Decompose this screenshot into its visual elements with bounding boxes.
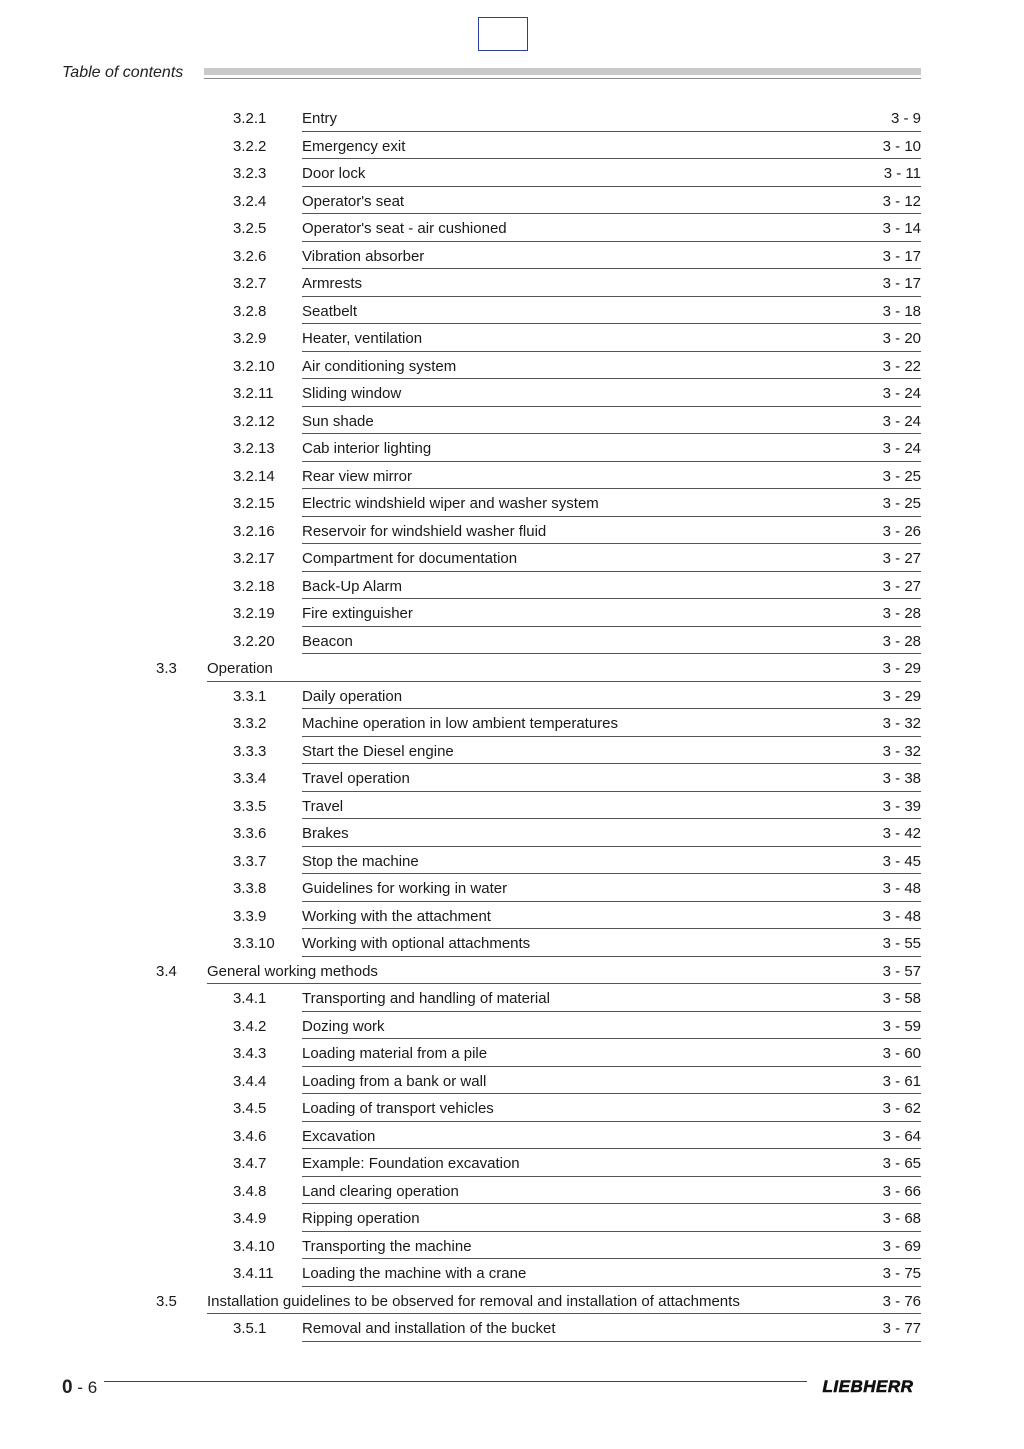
logo-text: LIEBHERR [822, 1377, 914, 1396]
toc-entry-number: 3.4.6 [233, 1127, 267, 1145]
toc-entry-number: 3.2.5 [233, 220, 267, 237]
toc-entry-row[interactable] [0, 105, 1024, 133]
toc-entry-rule [302, 1038, 921, 1039]
toc-entry-page: 3 - 10 [882, 137, 921, 155]
toc-entry-rule [302, 543, 921, 544]
toc-entry-row[interactable] [0, 298, 1024, 326]
toc-entry-rule [302, 1258, 921, 1259]
toc-entry-page: 3 - 24 [882, 385, 921, 402]
toc-entry-title: Loading of transport vehicles [302, 1100, 494, 1117]
toc-entry-number: 3.3.7 [233, 852, 267, 870]
toc-entry-rule [302, 571, 921, 572]
toc-entry-title: Excavation [302, 1127, 376, 1145]
toc-entry-rule [302, 846, 921, 847]
toc-entry-title: Operator's seat - air cushioned [302, 220, 507, 237]
toc-entry-number: 3.2.6 [233, 247, 267, 265]
toc-entry-number: 3.3.9 [233, 907, 267, 925]
toc-entry-rule [207, 1313, 921, 1314]
toc-entry-page: 3 - 76 [882, 1292, 921, 1310]
toc-entry-title: Example: Foundation excavation [302, 1155, 520, 1172]
toc-entry-row[interactable] [0, 1123, 1024, 1151]
page-title: Table of contents [62, 64, 184, 81]
toc-entry-rule [302, 241, 921, 242]
toc-entry-rule [302, 213, 921, 214]
page-number-value: 6 [87, 1378, 98, 1397]
toc-entry-title: Fire extinguisher [302, 605, 413, 622]
toc-entry-rule [302, 736, 921, 737]
toc-entry-page: 3 - 20 [882, 330, 921, 347]
toc-entry-page: 3 - 22 [882, 357, 921, 375]
toc-entry-row[interactable] [0, 1068, 1024, 1096]
toc-entry-row[interactable] [0, 903, 1024, 931]
toc-entry-title: Armrests [302, 275, 362, 292]
toc-entry-page: 3 - 12 [882, 192, 921, 210]
toc-entry-title: Guidelines for working in water [302, 880, 508, 897]
toc-entry-page: 3 - 68 [882, 1210, 921, 1227]
toc-entry-title: Reservoir for windshield washer fluid [302, 522, 547, 540]
toc-entry-row[interactable] [0, 1013, 1024, 1041]
toc-entry-title: Sliding window [302, 385, 402, 402]
toc-entry-page: 3 - 69 [882, 1237, 921, 1255]
toc-section-row[interactable] [0, 655, 1024, 683]
toc-entry-number: 3.3.1 [233, 687, 267, 705]
toc-entry-number: 3.2.19 [233, 605, 275, 622]
toc-entry-title: Travel [302, 797, 344, 815]
toc-entry-number: 3.4.7 [233, 1155, 267, 1172]
toc-entry-row[interactable] [0, 1178, 1024, 1206]
toc-entry-page: 3 - 25 [882, 467, 921, 485]
toc-entry-title: Rear view mirror [302, 467, 413, 485]
toc-entry-row[interactable] [0, 1150, 1024, 1178]
toc-entry-number: 3.2.4 [233, 192, 267, 210]
toc-entry-row[interactable] [0, 793, 1024, 821]
toc-entry-row[interactable] [0, 875, 1024, 903]
toc-entry-rule [302, 158, 921, 159]
toc-entry-rule [302, 1121, 921, 1122]
toc-entry-number: 3.2.1 [233, 110, 267, 127]
toc-entry-page: 3 - 64 [882, 1127, 921, 1145]
liebherr-logo [815, 1376, 921, 1396]
toc-entry-page: 3 - 28 [882, 605, 921, 622]
toc-entry-number: 3.4.9 [233, 1210, 267, 1227]
toc-entry-number: 3.4.4 [233, 1072, 267, 1090]
toc-entry-rule [302, 1011, 921, 1012]
toc-section-row[interactable] [0, 958, 1024, 986]
toc-list [0, 105, 1024, 1343]
toc-entry-page: 3 - 60 [882, 1045, 921, 1062]
toc-entry-title: Transporting the machine [302, 1237, 472, 1255]
toc-entry-title: Cab interior lighting [302, 440, 432, 457]
toc-entry-page: 3 - 42 [882, 825, 921, 842]
toc-entry-rule [302, 323, 921, 324]
toc-entry-title: Loading from a bank or wall [302, 1072, 487, 1090]
toc-entry-rule [207, 681, 921, 682]
toc-entry-title: Dozing work [302, 1017, 385, 1035]
toc-entry-rule [302, 598, 921, 599]
toc-entry-title: Installation guidelines to be observed for removal and installation of attachments [207, 1292, 740, 1310]
toc-entry-title: Working with the attachment [302, 907, 491, 925]
toc-entry-rule [302, 461, 921, 462]
toc-entry-rule [302, 516, 921, 517]
toc-entry-page: 3 - 65 [882, 1155, 921, 1172]
toc-entry-rule [302, 351, 921, 352]
toc-entry-page: 3 - 25 [882, 495, 921, 512]
toc-entry-rule [302, 873, 921, 874]
header-rule-thin [204, 78, 921, 79]
toc-entry-page: 3 - 14 [882, 220, 921, 237]
toc-entry-page: 3 - 39 [882, 797, 921, 815]
toc-entry-page: 3 - 17 [882, 275, 921, 292]
toc-entry-row[interactable] [0, 243, 1024, 271]
toc-entry-title: Ripping operation [302, 1210, 420, 1227]
toc-entry-title: Removal and installation of the bucket [302, 1320, 556, 1337]
toc-entry-title: Electric windshield wiper and washer system [302, 495, 599, 512]
chapter-number: 0 [62, 1377, 73, 1398]
toc-entry-rule [302, 433, 921, 434]
toc-entry-page: 3 - 59 [882, 1017, 921, 1035]
toc-entry-title: Start the Diesel engine [302, 742, 454, 760]
toc-entry-page: 3 - 24 [882, 412, 921, 430]
toc-entry-number: 3.4.8 [233, 1182, 267, 1200]
toc-entry-page: 3 - 58 [882, 990, 921, 1007]
page-marker-box [478, 17, 528, 51]
toc-entry-row[interactable] [0, 270, 1024, 298]
toc-entry-title: Daily operation [302, 687, 403, 705]
toc-entry-rule [302, 1093, 921, 1094]
toc-entry-title: General working methods [207, 962, 378, 980]
toc-entry-page: 3 - 77 [882, 1320, 921, 1337]
toc-entry-page: 3 - 38 [882, 770, 921, 787]
toc-entry-page: 3 - 27 [882, 550, 921, 567]
toc-entry-page: 3 - 26 [882, 522, 921, 540]
toc-entry-number: 3.2.8 [233, 302, 267, 320]
toc-entry-title: Operation [207, 660, 273, 677]
toc-entry-rule [302, 1066, 921, 1067]
toc-entry-title: Transporting and handling of material [302, 990, 550, 1007]
toc-entry-row[interactable] [0, 1205, 1024, 1233]
toc-entry-rule [302, 626, 921, 627]
page-number-separator: - [72, 1378, 88, 1397]
toc-entry-number: 3.2.13 [233, 440, 275, 457]
toc-entry-title: Loading material from a pile [302, 1045, 488, 1062]
toc-entry-page: 3 - 17 [882, 247, 921, 265]
toc-entry-page: 3 - 48 [882, 907, 921, 925]
toc-entry-row[interactable] [0, 380, 1024, 408]
toc-entry-title: Working with optional attachments [302, 935, 531, 952]
toc-entry-number: 3.2.14 [233, 467, 275, 485]
toc-entry-number: 3.3.8 [233, 880, 267, 897]
toc-entry-page: 3 - 27 [882, 577, 921, 595]
toc-entry-rule [302, 818, 921, 819]
toc-entry-rule [302, 1203, 921, 1204]
toc-entry-row[interactable] [0, 1233, 1024, 1261]
toc-entry-title: Stop the machine [302, 852, 419, 870]
toc-entry-row[interactable] [0, 1095, 1024, 1123]
toc-entry-page: 3 - 48 [882, 880, 921, 897]
toc-entry-row[interactable] [0, 848, 1024, 876]
toc-entry-title: Seatbelt [302, 302, 358, 320]
toc-entry-title: Door lock [302, 165, 366, 182]
toc-entry-number: 3.3.3 [233, 742, 267, 760]
toc-entry-rule [302, 928, 921, 929]
toc-entry-number: 3.2.15 [233, 495, 275, 512]
toc-entry-title: Land clearing operation [302, 1182, 459, 1200]
toc-entry-title: Vibration absorber [302, 247, 425, 265]
toc-entry-number: 3.3.4 [233, 770, 267, 787]
toc-entry-row[interactable] [0, 738, 1024, 766]
toc-entry-number: 3.2.2 [233, 137, 267, 155]
toc-entry-number: 3.2.10 [233, 357, 275, 375]
toc-entry-rule [302, 901, 921, 902]
toc-entry-row[interactable] [0, 1260, 1024, 1288]
toc-entry-number: 3.3.2 [233, 715, 267, 732]
toc-entry-number: 3.5 [156, 1292, 177, 1310]
toc-entry-rule [302, 186, 921, 187]
toc-entry-row[interactable] [0, 463, 1024, 491]
toc-entry-title: Brakes [302, 825, 349, 842]
toc-entry-rule [302, 1286, 921, 1287]
toc-entry-number: 3.5.1 [233, 1320, 267, 1337]
toc-entry-number: 3.2.18 [233, 577, 275, 595]
toc-entry-rule [302, 1176, 921, 1177]
toc-entry-rule [302, 131, 921, 132]
toc-entry-row[interactable] [0, 573, 1024, 601]
toc-entry-number: 3.3 [156, 660, 177, 677]
toc-entry-row[interactable] [0, 628, 1024, 656]
toc-entry-rule [302, 1231, 921, 1232]
toc-entry-rule [302, 268, 921, 269]
toc-entry-number: 3.2.20 [233, 632, 275, 650]
toc-entry-page: 3 - 61 [882, 1072, 921, 1090]
toc-entry-title: Back-Up Alarm [302, 577, 403, 595]
toc-entry-row[interactable] [0, 435, 1024, 463]
toc-entry-page: 3 - 11 [883, 165, 921, 182]
toc-entry-rule [302, 708, 921, 709]
toc-entry-number: 3.2.3 [233, 165, 267, 182]
toc-entry-page: 3 - 75 [882, 1265, 921, 1282]
toc-entry-number: 3.2.7 [233, 275, 267, 292]
toc-entry-number: 3.2.16 [233, 522, 275, 540]
toc-entry-rule [302, 378, 921, 379]
toc-entry-page: 3 - 24 [882, 440, 921, 457]
toc-entry-title: Sun shade [302, 412, 374, 430]
toc-entry-row[interactable] [0, 490, 1024, 518]
toc-entry-number: 3.3.10 [233, 935, 275, 952]
toc-entry-page: 3 - 45 [882, 852, 921, 870]
toc-entry-row[interactable] [0, 820, 1024, 848]
toc-entry-row[interactable] [0, 600, 1024, 628]
toc-entry-page: 3 - 29 [882, 660, 921, 677]
toc-entry-row[interactable] [0, 1040, 1024, 1068]
toc-entry-page: 3 - 62 [882, 1100, 921, 1117]
toc-entry-row[interactable] [0, 1315, 1024, 1343]
toc-entry-row[interactable] [0, 985, 1024, 1013]
page-number [62, 1377, 97, 1399]
toc-entry-title: Loading the machine with a crane [302, 1265, 527, 1282]
toc-entry-rule [302, 653, 921, 654]
toc-entry-row[interactable] [0, 160, 1024, 188]
toc-entry-row[interactable] [0, 188, 1024, 216]
toc-section-row[interactable] [0, 1288, 1024, 1316]
toc-entry-title: Compartment for documentation [302, 550, 518, 567]
toc-entry-page: 3 - 32 [882, 742, 921, 760]
toc-entry-page: 3 - 28 [882, 632, 921, 650]
toc-entry-rule [302, 791, 921, 792]
toc-entry-row[interactable] [0, 325, 1024, 353]
toc-entry-row[interactable] [0, 408, 1024, 436]
toc-entry-number: 3.4.2 [233, 1017, 267, 1035]
toc-entry-rule [302, 1341, 921, 1342]
header-rule [204, 68, 921, 75]
toc-entry-row[interactable] [0, 545, 1024, 573]
toc-entry-row[interactable] [0, 710, 1024, 738]
toc-entry-page: 3 - 9 [890, 110, 921, 127]
toc-entry-page: 3 - 55 [882, 935, 921, 952]
toc-entry-row[interactable] [0, 683, 1024, 711]
toc-entry-number: 3.4.3 [233, 1045, 267, 1062]
toc-entry-page: 3 - 18 [882, 302, 921, 320]
toc-entry-rule [207, 983, 921, 984]
toc-entry-title: Entry [302, 110, 338, 127]
toc-entry-title: Machine operation in low ambient temperatures [302, 715, 619, 732]
toc-entry-title: Beacon [302, 632, 353, 650]
toc-entry-row[interactable] [0, 215, 1024, 243]
toc-entry-number: 3.4 [156, 962, 177, 980]
toc-entry-rule [302, 488, 921, 489]
toc-entry-rule [302, 1148, 921, 1149]
toc-entry-rule [302, 763, 921, 764]
toc-entry-number: 3.2.11 [233, 385, 274, 402]
toc-entry-number: 3.4.1 [233, 990, 267, 1007]
toc-entry-number: 3.3.5 [233, 797, 267, 815]
toc-entry-row[interactable] [0, 765, 1024, 793]
toc-entry-page: 3 - 66 [882, 1182, 921, 1200]
toc-entry-row[interactable] [0, 353, 1024, 381]
toc-entry-page: 3 - 29 [882, 687, 921, 705]
toc-entry-page: 3 - 57 [882, 962, 921, 980]
toc-entry-page: 3 - 32 [882, 715, 921, 732]
toc-entry-title: Air conditioning system [302, 357, 457, 375]
toc-entry-title: Heater, ventilation [302, 330, 423, 347]
toc-entry-number: 3.2.9 [233, 330, 267, 347]
toc-entry-number: 3.4.5 [233, 1100, 267, 1117]
toc-entry-row[interactable] [0, 133, 1024, 161]
toc-entry-number: 3.4.11 [233, 1265, 274, 1282]
toc-entry-rule [302, 956, 921, 957]
toc-entry-number: 3.2.17 [233, 550, 275, 567]
toc-entry-title: Emergency exit [302, 137, 406, 155]
toc-entry-row[interactable] [0, 930, 1024, 958]
toc-entry-number: 3.4.10 [233, 1237, 275, 1255]
footer-rule [104, 1381, 807, 1382]
toc-entry-number: 3.2.12 [233, 412, 275, 430]
toc-entry-title: Travel operation [302, 770, 410, 787]
toc-entry-rule [302, 406, 921, 407]
toc-entry-number: 3.3.6 [233, 825, 267, 842]
toc-entry-title: Operator's seat [302, 192, 405, 210]
toc-entry-row[interactable] [0, 518, 1024, 546]
toc-entry-rule [302, 296, 921, 297]
